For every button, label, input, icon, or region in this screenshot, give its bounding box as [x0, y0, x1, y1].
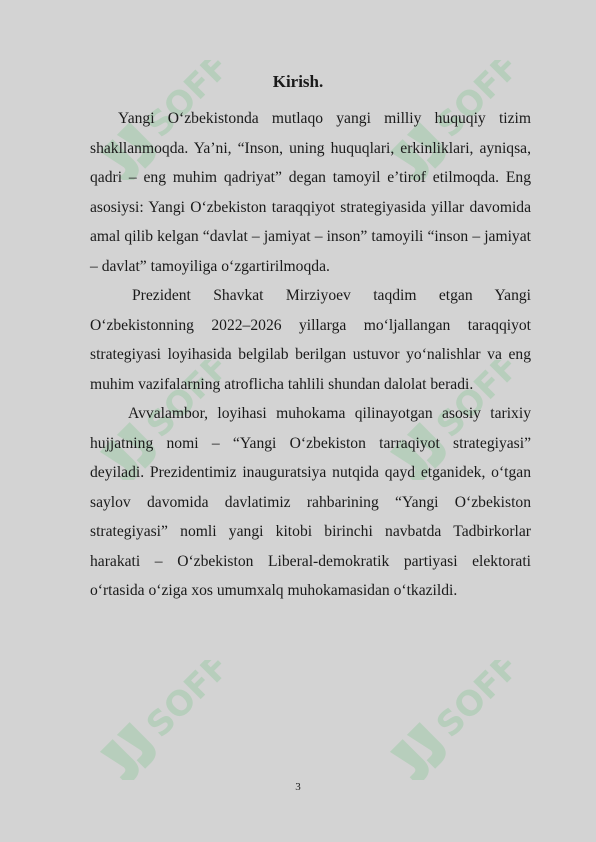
svg-text:SOFF: SOFF: [138, 660, 238, 746]
watermark-logo: [75, 660, 245, 780]
svg-text:SOFF: SOFF: [138, 60, 238, 146]
svg-text:SOFF: SOFF: [428, 60, 528, 146]
paragraph: Avvalambor, loyihasi muhokama qilinayotgan asosiy tarixiy hujjatning nomi – “Yangi O‘zbekiston tarraqiyot strategiyasi” deyiladi. Prezidentimiz inauguratsiya nutqida qayd etganidek, o‘tgan saylov davomida davlatimiz rahbarining “Yangi O‘zbekiston strategiyasi” nomli yangi kitobi birinchi navbatda Tadbirkorlar harakati – O‘zbekiston Liberal-demokratik partiyasi elektorati o‘rtasida o‘ziga xos umumxalq muhokamasidan o‘tkazildi.: [90, 405, 531, 599]
page-number: 3: [295, 781, 301, 793]
paragraph: Yangi O‘zbekistonda mutlaqo yangi milliy huquqiy tizim shakllanmoqda. Ya’ni, “Inson, uning huquqlari, erkinliklari, ayniqsa, qadri – eng muhim qadriyat” degan tamoyil e’tirof etilmoqda. Eng asosiysi: Yangi O‘zbekiston taraqqiyot strategiyasida yillar davomida amal qilib kelgan “davlat – jamiyat – inson” tamoyili “inson – jamiyat – davlat” tamoyiliga o‘zgartirilmoqda.: [90, 110, 531, 275]
svg-text:SOFF: SOFF: [138, 360, 238, 446]
section-title: Kirish.: [272, 72, 324, 91]
watermark-logo: [365, 660, 535, 780]
paragraph: Prezident Shavkat Mirziyoev taqdim etgan Yangi O‘zbekistonning 2022–2026 yillarga mo‘ljallangan taraqqiyot strategiyasi loyihasida belgilab berilgan ustuvor yo‘nalishlar va eng muhim vazifalarning atroflicha tahlili shundan dalolat beradi.: [90, 287, 531, 393]
body-text: [90, 104, 531, 606]
svg-text:SOFF: SOFF: [428, 360, 528, 446]
svg-text:SOFF: SOFF: [428, 660, 528, 746]
